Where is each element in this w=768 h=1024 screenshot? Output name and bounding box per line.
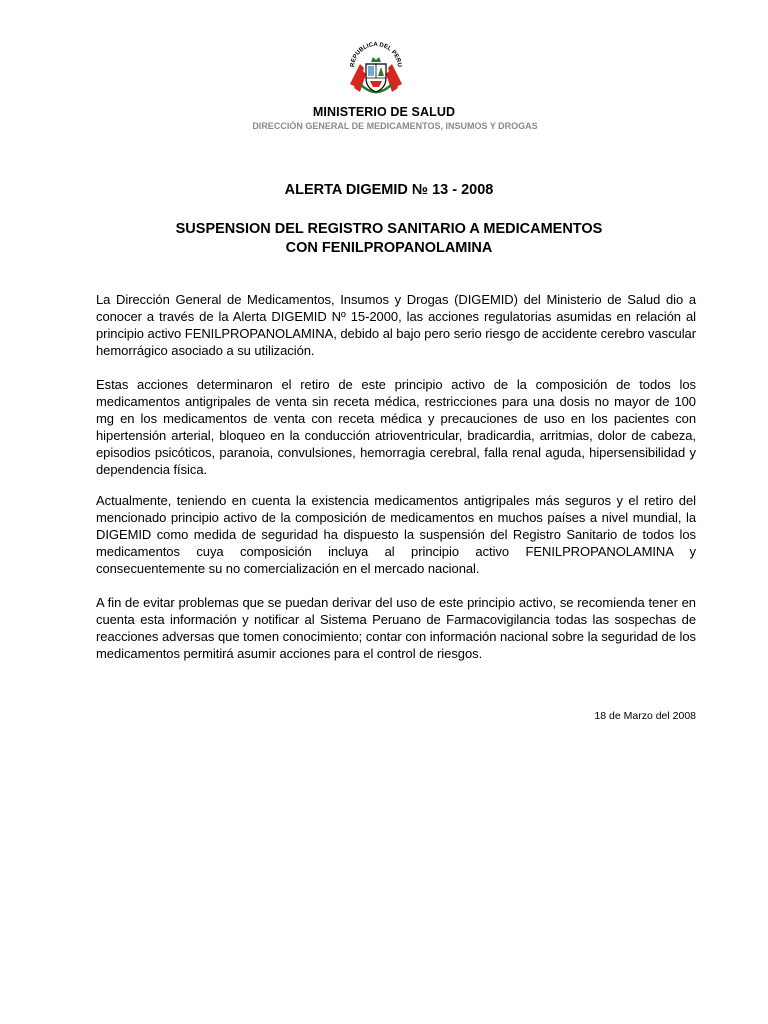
body-paragraph-4	[96, 594, 696, 662]
paragraph-text: A fin de evitar problemas que se puedan derivar del uso de este principio activo, se recomienda tener en cuenta esta información y notificar al Sistema Peruano de Farmacovigilancia todas las sospechas de reacciones adversas que tomen conocimiento; contar con información nacional sobre la seguridad de los medicamentos permitirá asumir acciones para el control de riesgos.	[96, 595, 696, 661]
directorate-name: DIRECCIÓN GENERAL DE MEDICAMENTOS, INSUMOS Y DROGAS	[252, 121, 538, 131]
body-paragraph-2	[96, 376, 696, 478]
body-paragraph-1	[96, 291, 696, 359]
svg-text:REPUBLICA DEL PERU: REPUBLICA DEL PERU	[349, 41, 403, 68]
subject-line-1: SUSPENSION DEL REGISTRO SANITARIO A MEDICAMENTOS	[175, 221, 603, 237]
document-date: 18 de Marzo del 2008	[594, 710, 696, 722]
paragraph-text: La Dirección General de Medicamentos, Insumos y Drogas (DIGEMID) del Ministerio de Salud dio a conocer a través de la Alerta DIGEMID Nº 15-2000, las acciones regulatorias asumidas en relación al principio activo FENILPROPANOLAMINA, debido al bajo pero serio riesgo de accidente cerebro vascular hemorrágico asociado a su utilización.	[96, 292, 696, 358]
alert-subject	[0, 220, 768, 258]
ministry-name: MINISTERIO DE SALUD	[312, 105, 456, 119]
subject-line-2: CON FENILPROPANOLAMINA	[285, 240, 493, 256]
paragraph-text: Estas acciones determinaron el retiro de este principio activo de la composición de todos los medicamentos antigripales de venta sin receta médica, restricciones para una dosis no mayor de 100 mg en los medicamentos de venta con receta médica y precauciones de uso en los pacientes con hipertensión arterial, bloqueo en la conducción atrioventricular, bradicardia, arritmias, dolor de cabeza, episodios psicóticos, paranoia, convulsiones, hemorragia cerebral, falla renal aguda, hipersensibilidad y dependencia física.	[96, 377, 696, 477]
peru-coat-of-arms-logo	[340, 40, 412, 102]
paragraph-text: Actualmente, teniendo en cuenta la existencia medicamentos antigripales más seguros y el retiro del mencionado principio activo de la composición de medicamentos en muchos países a nivel mundial, la DIGEMID como medida de seguridad ha dispuesto la suspensión del Registro Sanitario de todos los medicamentos cuya composición incluya al principio activo FENILPROPANOLAMINA y consecuentemente su no comercialización en el mercado nacional.	[96, 493, 696, 576]
body-paragraph-3	[96, 492, 696, 577]
alert-title: ALERTA DIGEMID № 13 - 2008	[284, 182, 494, 198]
